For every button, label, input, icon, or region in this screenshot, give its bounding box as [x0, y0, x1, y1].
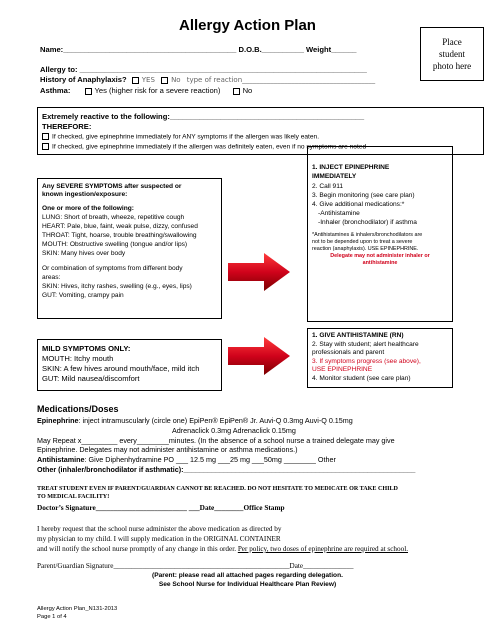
call-911-step: 2. Call 911 — [312, 183, 344, 190]
delegate-note: Epinephrine. Delegates may not administer antihistamine or asthma medications.) — [37, 445, 298, 454]
medications-heading: Medications/Doses — [37, 404, 119, 414]
consent-line-3 — [37, 545, 408, 553]
monitor-student-step: 4. Monitor student (see care plan) — [312, 375, 411, 382]
asthma-no-checkbox[interactable] — [233, 88, 240, 95]
epinephrine-row — [37, 416, 353, 425]
mild-gut: GUT: Mild nausea/discomfort — [42, 374, 140, 383]
severe-mouth: MOUTH: Obstructive swelling (tongue and/or lips) — [42, 241, 188, 248]
page-title: Allergy Action Plan — [179, 17, 316, 34]
form-number: Allergy Action Plan_N131-2013 — [37, 606, 118, 612]
severe-actions-box — [307, 146, 453, 322]
severe-skin: SKIN: Many hives over body — [42, 250, 126, 257]
reaction-type-field[interactable]: type of reaction______________________________________ — [186, 76, 376, 84]
anaphylaxis-no-checkbox[interactable] — [161, 77, 168, 84]
additional-meds-step: 4. Give additional medications:* — [312, 201, 405, 208]
give-antihistamine-step: 1. GIVE ANTIHISTAMINE (RN) — [312, 332, 404, 339]
page-number: Page 1 of 4 — [37, 614, 67, 620]
symptoms-progress-step: 3. If symptoms progress (see above), — [312, 358, 421, 365]
name-dob-weight-field[interactable]: Name:_________________________________________ D.O.B.__________ Weight______ — [40, 45, 357, 54]
use-epinephrine: USE EPINEPHRINE — [312, 366, 373, 373]
mild-mouth: MOUTH: Itchy mouth — [42, 354, 114, 363]
epinephrine-options[interactable]: : inject intramuscularly (circle one) EpiPen® EpiPen® Jr. Auvi-Q 0.3mg Auvi-Q 0.15mg — [78, 416, 353, 425]
severe-symptoms-box — [37, 178, 222, 319]
severe-arrow-icon — [228, 252, 292, 292]
photo-text-2: student — [439, 49, 465, 59]
anaphylaxis-no-label: No — [171, 76, 181, 84]
anaphylaxis-yes-checkbox[interactable] — [132, 77, 139, 84]
reactive-to-field[interactable]: Extremely reactive to the following:______________________________________________ — [42, 112, 365, 121]
consent-line-2: my physician to my child. I will supply medication in the ORIGINAL CONTAINER — [37, 535, 281, 543]
antihistamine-dose-options[interactable]: : Give Diphenhydramine PO ___ 12.5 mg ___25 mg ___50mg ________ Other — [84, 455, 336, 464]
antihistamine-row — [37, 455, 336, 464]
one-or-more-label: One or more of the following: — [42, 205, 134, 212]
delegate-warning-1: Delegate may not administer inhaler or — [330, 253, 430, 259]
alert-professionals: professionals and parent — [312, 349, 385, 356]
definitely-eaten-checkbox[interactable] — [42, 143, 49, 150]
repeat-dose-field[interactable]: May Repeat x_________ every________minutes. (In the absence of a school nurse a trained delegate may give — [37, 436, 395, 445]
photo-placeholder — [420, 27, 484, 81]
stay-with-student-step: 2. Stay with student; alert healthcare — [312, 341, 419, 348]
therefore-label: THEREFORE: — [42, 122, 92, 131]
parent-signature-field[interactable]: Parent/Guardian Signature_________________________________________________Date______________ — [37, 562, 354, 570]
definitely-eaten-text: If checked, give epinephrine immediately if the allergen was definitely eaten, even if no symptoms are noted — [52, 143, 367, 151]
other-medication-field[interactable]: Other (inhaler/bronchodilator if asthmatic):__________________________________________________________ — [37, 465, 416, 474]
antihistamine-label: Antihistamine — [37, 455, 85, 464]
monitoring-step: 3. Begin monitoring (see care plan) — [312, 192, 415, 199]
asthma-label: Asthma: — [40, 86, 71, 95]
anaphylaxis-yes-label: YES — [141, 76, 155, 84]
likely-eaten-checkbox[interactable] — [42, 133, 49, 140]
anaphylaxis-label: History of Anaphylaxis? — [40, 75, 127, 84]
epinephrine-label: Epinephrine — [37, 416, 79, 425]
combo-label-1: Or combination of symptoms from different body — [42, 265, 183, 272]
likely-eaten-text: If checked, give epinephrine immediately for ANY symptoms if the allergen was likely eaten. — [52, 133, 320, 141]
severe-throat: THROAT: Tight, hoarse, trouble breathing/swallowing — [42, 232, 197, 239]
reactive-option-likely — [42, 133, 319, 140]
inject-epi-immediately: IMMEDIATELY — [312, 173, 357, 180]
allergy-to-field[interactable]: Allergy to: ____________________________________________________________________ — [40, 65, 367, 74]
inject-epi-step: 1. INJECT EPINEPHRINE — [312, 164, 390, 171]
delegate-warning-2: antihistamine — [362, 260, 398, 266]
combo-label-2: areas: — [42, 274, 61, 281]
asthma-row — [40, 86, 252, 95]
parent-note-1: (Parent: please read all attached pages regarding delegation. — [152, 572, 343, 579]
photo-text-3: photo here — [432, 61, 472, 71]
doctor-signature-field[interactable]: Doctor’s Signature_________________________ ___Date________Office Stamp — [37, 503, 285, 512]
anaphylaxis-row — [40, 75, 375, 84]
consent-line-1: I hereby request that the school nurse administer the above medication as directed by — [37, 525, 282, 533]
photo-text-1: Place — [442, 37, 462, 47]
mild-skin: SKIN: A few hives around mouth/face, mild itch — [42, 364, 200, 373]
consent-notify: and will notify the school nurse promptly of any change in this order. — [37, 545, 238, 553]
antihistamine-note-2: not to be depended upon to treat a severe — [312, 239, 413, 245]
severe-heading-2: known ingestion/exposure: — [42, 191, 128, 198]
treat-warning-1: TREAT STUDENT EVEN IF PARENT/GUARDIAN CANNOT BE REACHED. DO NOT HESITATE TO MEDICATE OR TAKE CHILD — [37, 486, 398, 492]
asthma-no-label: No — [242, 86, 253, 95]
mild-actions-box — [307, 328, 453, 388]
parent-note-2: See School Nurse for Individual Healthcare Plan Review) — [158, 581, 337, 588]
asthma-yes-label: Yes (higher risk for a severe reaction) — [94, 86, 221, 95]
severe-heart: HEART: Pale, blue, faint, weak pulse, dizzy, confused — [42, 223, 198, 230]
policy-two-doses: Per policy, two doses of epinephrine are required at school. — [237, 545, 408, 553]
combo-skin: SKIN: Hives, itchy rashes, swelling (e.g., eyes, lips) — [42, 283, 192, 290]
severe-lung: LUNG: Short of breath, wheeze, repetitive cough — [42, 214, 185, 221]
mild-heading: MILD SYMPTOMS ONLY: — [42, 344, 131, 353]
antihistamine-note-1: *Antihistamines & inhalers/bronchodilators are — [312, 232, 423, 238]
mild-arrow-icon — [228, 336, 292, 376]
adrenaclick-options[interactable]: Adrenaclick 0.3mg Adrenaclick 0.15mg — [172, 426, 296, 435]
treat-warning-2: TO MEDICAL FACILITY! — [37, 494, 110, 500]
combo-gut: GUT: Vomiting, crampy pain — [42, 292, 124, 299]
antihistamine-note-3: reaction (anaphylaxis). USE EPINEPHRINE. — [312, 246, 419, 252]
mild-symptoms-box — [37, 339, 222, 391]
severe-heading-1: Any SEVERE SYMPTOMS after suspected or — [42, 183, 182, 190]
asthma-yes-checkbox[interactable] — [85, 88, 92, 95]
inhaler-item: -Inhaler (bronchodilator) if asthma — [318, 219, 417, 226]
antihistamine-item: -Antihistamine — [318, 210, 360, 217]
